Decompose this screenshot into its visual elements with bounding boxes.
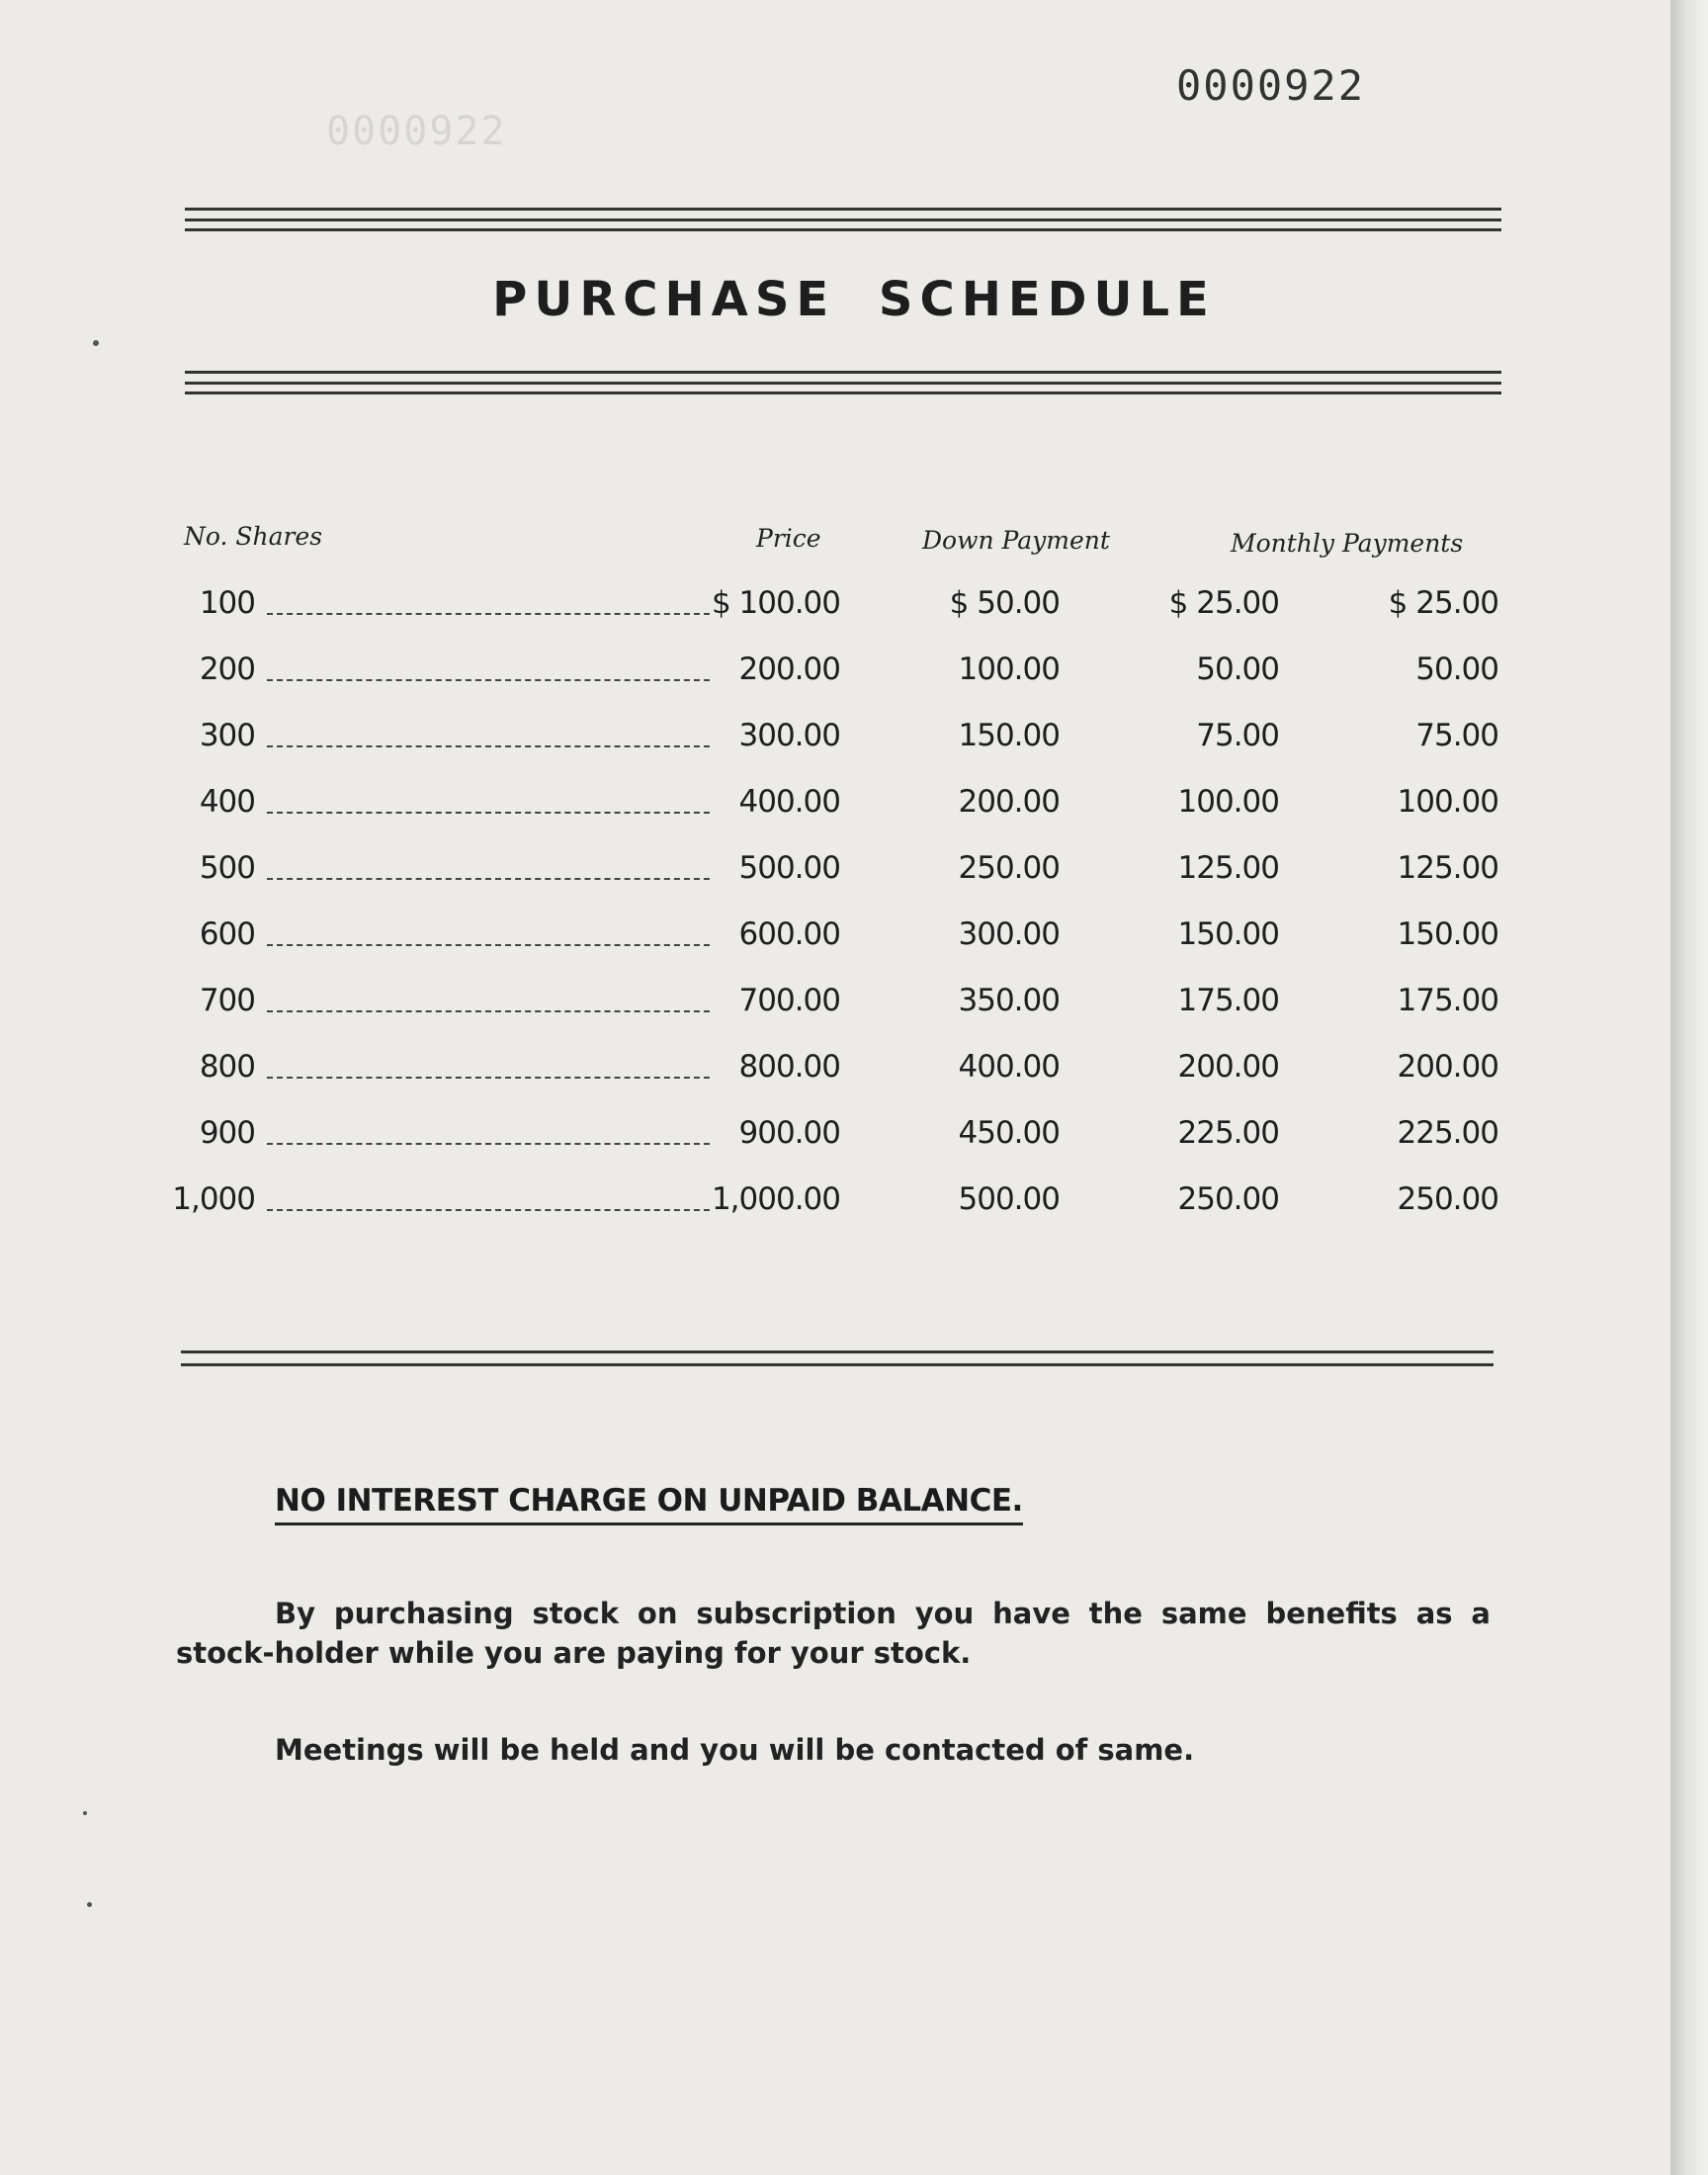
cell-down-payment: 400.00	[958, 1049, 1060, 1085]
cell-monthly-1: 150.00	[1177, 916, 1279, 952]
cell-monthly-2: 100.00	[1397, 784, 1498, 820]
cell-monthly-1: $ 25.00	[1168, 585, 1279, 621]
cell-monthly-2: 75.00	[1415, 718, 1498, 753]
table-row	[0, 652, 1708, 701]
table-bottom-rule	[181, 1350, 1494, 1366]
cell-monthly-2: 125.00	[1397, 850, 1498, 886]
top-rule	[185, 208, 1501, 238]
leader-dots	[267, 613, 710, 615]
cell-monthly-1: 250.00	[1177, 1181, 1279, 1217]
table-row	[0, 718, 1708, 767]
cell-shares: 300	[199, 718, 255, 753]
cell-monthly-2: 225.00	[1397, 1115, 1498, 1151]
cell-down-payment: 350.00	[958, 983, 1060, 1018]
table-row	[0, 1115, 1708, 1165]
cell-price: 200.00	[738, 652, 840, 687]
cell-monthly-2: 200.00	[1397, 1049, 1498, 1085]
notice-heading: NO INTEREST CHARGE ON UNPAID BALANCE.	[275, 1483, 1023, 1525]
leader-dots	[267, 679, 710, 681]
leader-dots	[267, 1077, 710, 1079]
cell-monthly-2: $ 25.00	[1388, 585, 1498, 621]
table-row	[0, 1181, 1708, 1231]
cell-monthly-2: 250.00	[1397, 1181, 1498, 1217]
cell-shares: 800	[199, 1049, 255, 1085]
cell-price: 900.00	[738, 1115, 840, 1151]
cell-price: 800.00	[738, 1049, 840, 1085]
cell-down-payment: 300.00	[958, 916, 1060, 952]
table-row	[0, 585, 1708, 635]
table-row	[0, 983, 1708, 1032]
header-shares: No. Shares	[184, 522, 323, 551]
cell-price: 400.00	[738, 784, 840, 820]
cell-down-payment: $ 50.00	[949, 585, 1060, 621]
header-monthly-payments: Monthly Payments	[1231, 529, 1464, 558]
leader-dots	[267, 745, 710, 747]
cell-shares: 500	[199, 850, 255, 886]
table-row	[0, 1049, 1708, 1098]
cell-monthly-1: 225.00	[1177, 1115, 1279, 1151]
cell-down-payment: 500.00	[958, 1181, 1060, 1217]
cell-monthly-2: 175.00	[1397, 983, 1498, 1018]
table-row	[0, 850, 1708, 900]
header-price: Price	[756, 524, 821, 553]
cell-down-payment: 150.00	[958, 718, 1060, 753]
cell-monthly-1: 75.00	[1196, 718, 1279, 753]
leader-dots	[267, 812, 710, 814]
cell-shares: 400	[199, 784, 255, 820]
cell-down-payment: 250.00	[958, 850, 1060, 886]
cell-shares: 1,000	[172, 1181, 255, 1217]
table-row	[0, 916, 1708, 966]
cell-price: 700.00	[738, 983, 840, 1018]
document-number: 0000922	[1176, 61, 1366, 110]
cell-price: 500.00	[738, 850, 840, 886]
cell-shares: 100	[199, 585, 255, 621]
cell-monthly-1: 175.00	[1177, 983, 1279, 1018]
paper-speck	[93, 340, 99, 346]
cell-monthly-1: 100.00	[1177, 784, 1279, 820]
cell-monthly-1: 125.00	[1177, 850, 1279, 886]
cell-shares: 700	[199, 983, 255, 1018]
cell-price: 600.00	[738, 916, 840, 952]
cell-monthly-2: 50.00	[1415, 652, 1498, 687]
cell-price: $ 100.00	[711, 585, 840, 621]
leader-dots	[267, 1010, 710, 1012]
leader-dots	[267, 1143, 710, 1145]
leader-dots	[267, 878, 710, 880]
page-edge-shadow	[1670, 0, 1708, 2175]
cell-price: 300.00	[738, 718, 840, 753]
cell-shares: 600	[199, 916, 255, 952]
cell-shares: 900	[199, 1115, 255, 1151]
cell-monthly-1: 200.00	[1177, 1049, 1279, 1085]
paper-speck	[87, 1902, 92, 1907]
cell-down-payment: 100.00	[958, 652, 1060, 687]
paper-speck	[83, 1811, 87, 1815]
table-row	[0, 784, 1708, 833]
ghost-document-number: 0000922	[326, 109, 507, 154]
cell-price: 1,000.00	[711, 1181, 840, 1217]
paragraph-meetings: Meetings will be held and you will be contacted of same.	[275, 1733, 1195, 1767]
cell-monthly-1: 50.00	[1196, 652, 1279, 687]
header-down-payment: Down Payment	[922, 526, 1110, 555]
cell-monthly-2: 150.00	[1397, 916, 1498, 952]
leader-dots	[267, 1209, 710, 1211]
leader-dots	[267, 944, 710, 946]
page-title: PURCHASE SCHEDULE	[492, 272, 1216, 327]
cell-down-payment: 200.00	[958, 784, 1060, 820]
paragraph-benefits: By purchasing stock on subscription you have the same benefits as a stock-holder while you are paying for your stock.	[176, 1597, 1491, 1670]
title-bottom-rule	[185, 371, 1501, 401]
cell-shares: 200	[199, 652, 255, 687]
cell-down-payment: 450.00	[958, 1115, 1060, 1151]
